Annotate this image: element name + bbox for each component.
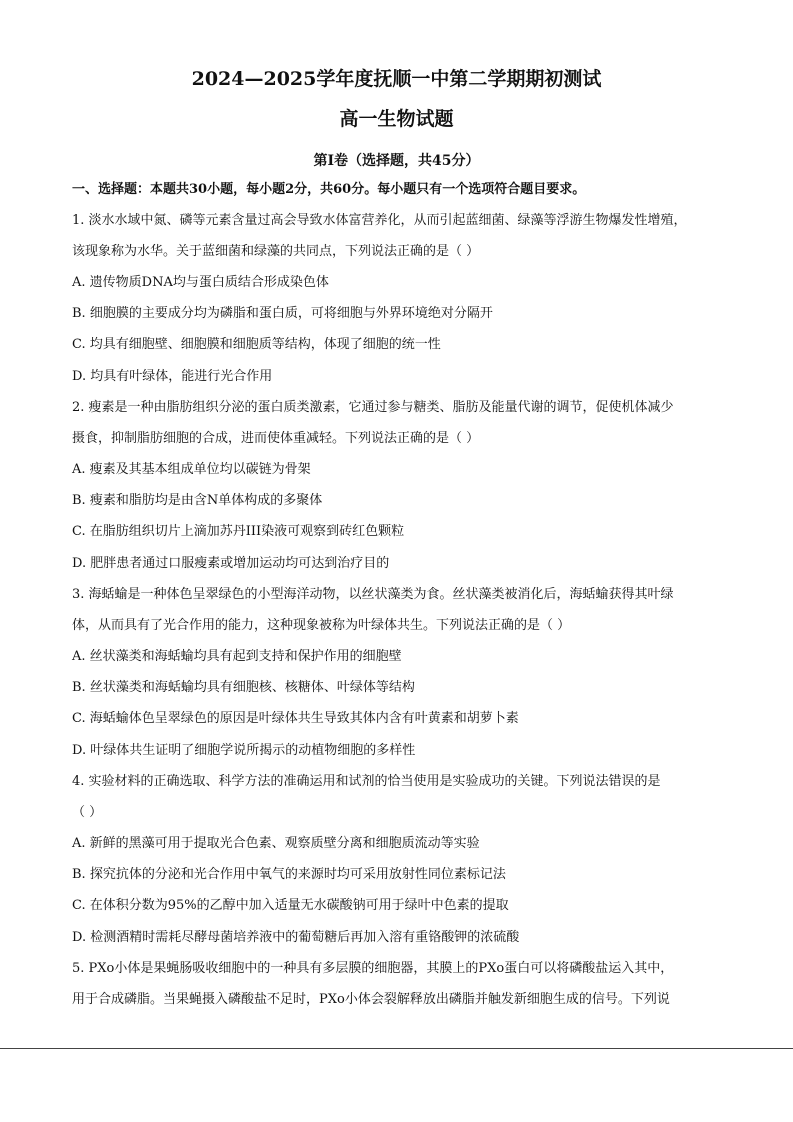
question-4-stem-line-1: 4. 实验材料的正确选取、科学方法的准确运用和试剂的恰当使用是实验成功的关键。下列说法错误的是 (72, 774, 661, 789)
question-1-option-a: A. 遗传物质DNA均与蛋白质结合形成染色体 (72, 275, 329, 290)
part-heading: 第I卷（选择题，共45分） (313, 153, 480, 169)
question-4-option-b: B. 探究抗体的分泌和光合作用中氧气的来源时均可采用放射性同位素标记法 (72, 867, 506, 882)
question-3-stem-line-1: 3. 海蛞蝓是一种体色呈翠绿色的小型海洋动物，以丝状藻类为食。丝状藻类被消化后，海蛞蝓获得其叶绿 (72, 587, 674, 602)
question-4-option-c: C. 在体积分数为95%的乙醇中加入适量无水碳酸钠可用于绿叶中色素的提取 (72, 898, 509, 913)
question-2-option-d: D. 肥胖患者通过口服瘦素或增加运动均可达到治疗目的 (72, 556, 390, 571)
question-3-option-a: A. 丝状藻类和海蛞蝓均具有起到支持和保护作用的细胞壁 (72, 649, 402, 664)
question-2-stem-line-2: 摄食，抑制脂肪细胞的合成，进而使体重减轻。下列说法正确的是（ ） (72, 431, 480, 446)
question-3-option-d: D. 叶绿体共生证明了细胞学说所揭示的动植物细胞的多样性 (72, 743, 416, 758)
question-3-option-c: C. 海蛞蝓体色呈翠绿色的原因是叶绿体共生导致其体内含有叶黄素和胡萝卜素 (72, 711, 519, 726)
question-1-option-c: C. 均具有细胞壁、细胞膜和细胞质等结构，体现了细胞的统一性 (72, 337, 441, 352)
exam-title: 2024—2025学年度抚顺一中第二学期期初测试 (191, 68, 602, 90)
question-5-stem-line-1: 5. PXo小体是果蝇肠吸收细胞中的一种具有多层膜的细胞器，其膜上的PXo蛋白可以将磷酸盐运入其中， (72, 961, 674, 976)
exam-subtitle: 高一生物试题 (339, 108, 454, 130)
question-5-stem-line-2: 用于合成磷脂。当果蝇摄入磷酸盐不足时，PXo小体会裂解释放出磷脂并触发新细胞生成的信号。下列说 (72, 992, 670, 1007)
question-3-stem-line-2: 体，从而具有了光合作用的能力，这种现象被称为叶绿体共生。下列说法正确的是（ ） (72, 618, 571, 633)
section-heading: 一、选择题：本题共30小题，每小题2分，共60分。每小题只有一个选项符合题目要求。 (72, 182, 586, 197)
question-2-option-c: C. 在脂肪组织切片上滴加苏丹III染液可观察到砖红色颗粒 (72, 524, 405, 539)
footer-divider (0, 1048, 793, 1049)
question-1-stem-line-1: 1. 淡水水域中氮、磷等元素含量过高会导致水体富营养化，从而引起蓝细菌、绿藻等浮游生物爆发性增殖， (72, 213, 687, 228)
question-1-stem-line-2: 该现象称为水华。关于蓝细菌和绿藻的共同点，下列说法正确的是（ ） (72, 244, 480, 259)
question-1-option-b: B. 细胞膜的主要成分均为磷脂和蛋白质，可将细胞与外界环境绝对分隔开 (72, 306, 493, 321)
question-4-option-a: A. 新鲜的黑藻可用于提取光合色素、观察质壁分离和细胞质流动等实验 (72, 836, 480, 851)
question-3-option-b: B. 丝状藻类和海蛞蝓均具有细胞核、核糖体、叶绿体等结构 (72, 680, 415, 695)
question-4-stem-line-2: （ ） (72, 805, 103, 820)
question-4-option-d: D. 检测酒精时需耗尽酵母菌培养液中的葡萄糖后再加入溶有重铬酸钾的浓硫酸 (72, 930, 520, 945)
question-2-option-a: A. 瘦素及其基本组成单位均以碳链为骨架 (72, 462, 311, 477)
question-2-stem-line-1: 2. 瘦素是一种由脂肪组织分泌的蛋白质类激素，它通过参与糖类、脂肪及能量代谢的调节，促使机体减少 (72, 400, 674, 415)
question-1-option-d: D. 均具有叶绿体，能进行光合作用 (72, 369, 273, 384)
question-2-option-b: B. 瘦素和脂肪均是由含N单体构成的多聚体 (72, 493, 323, 508)
